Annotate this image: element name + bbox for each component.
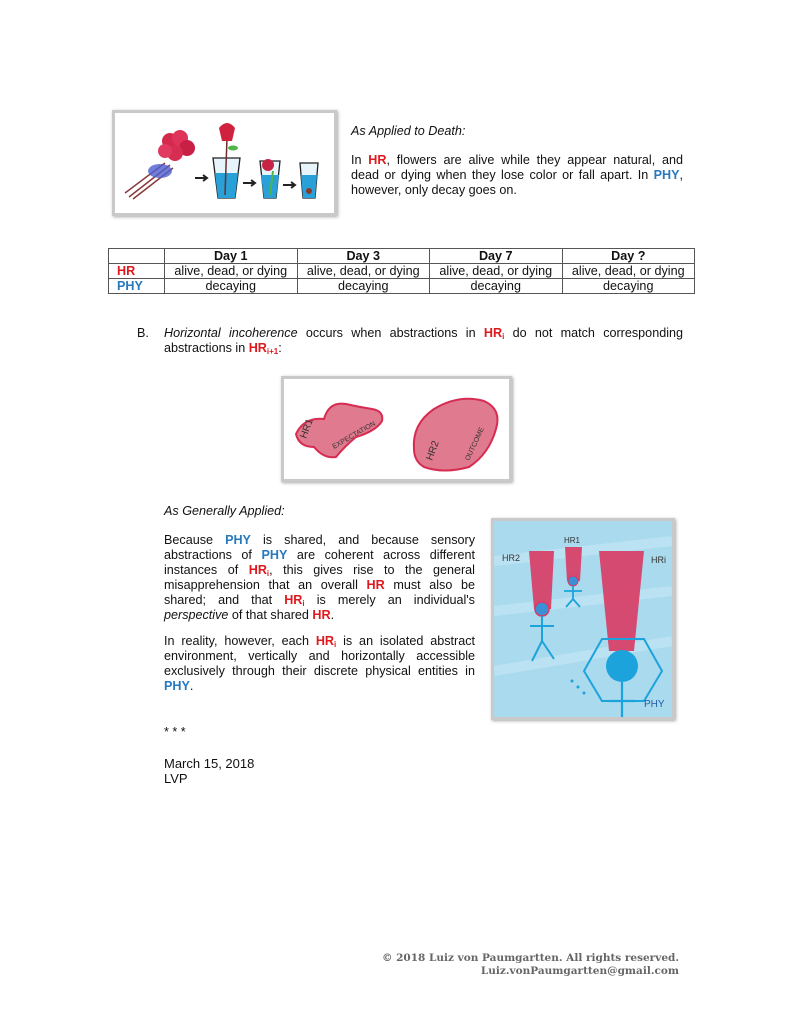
table-cell: decaying bbox=[430, 279, 563, 294]
table-cell: alive, dead, or dying bbox=[297, 264, 430, 279]
vase-decayed-icon bbox=[300, 163, 318, 198]
table-cell: alive, dead, or dying bbox=[562, 264, 695, 279]
author-initials: LVP bbox=[164, 771, 188, 786]
text: of that shared bbox=[228, 608, 313, 622]
text: . bbox=[330, 608, 335, 622]
text: : bbox=[278, 341, 282, 355]
word-expectation: EXPECTATION bbox=[331, 420, 377, 451]
arrow-icon bbox=[243, 180, 255, 186]
section-divider-stars: * * * bbox=[164, 725, 186, 739]
hr-text: HR bbox=[315, 634, 335, 648]
row-label-phy: PHY bbox=[109, 279, 165, 294]
flowers-decay-illustration bbox=[112, 110, 337, 216]
table-header-cell: Day 1 bbox=[165, 249, 298, 264]
label-hr2: HR2 bbox=[502, 553, 521, 563]
hr-figures-illustration bbox=[491, 518, 675, 720]
label-phy: PHY bbox=[644, 699, 665, 710]
row-label-hr: HR bbox=[109, 264, 165, 279]
table-cell: alive, dead, or dying bbox=[165, 264, 298, 279]
text: . bbox=[189, 679, 194, 693]
word-outcome: OUTCOME bbox=[464, 426, 486, 462]
vase-wilting-icon bbox=[260, 159, 280, 198]
subscript: i bbox=[334, 640, 337, 649]
heading-text: As Applied to Death bbox=[351, 124, 462, 138]
phy-term: PHY bbox=[225, 533, 251, 547]
term-italic: Horizontal incoherence bbox=[164, 326, 298, 340]
table-cell: decaying bbox=[165, 279, 298, 294]
days-table bbox=[108, 248, 695, 294]
hr-term bbox=[316, 634, 336, 648]
text: In reality, however, each bbox=[164, 634, 316, 648]
hr-text: HR bbox=[248, 341, 267, 355]
hr-term bbox=[484, 326, 504, 340]
table-header-cell bbox=[109, 249, 165, 264]
arrow-icon bbox=[195, 175, 207, 181]
phy-term: PHY bbox=[164, 679, 190, 693]
expectation-outcome-illustration bbox=[281, 376, 512, 482]
table-cell: decaying bbox=[297, 279, 430, 294]
hr-term bbox=[249, 563, 269, 577]
table-header-cell: Day 3 bbox=[297, 249, 430, 264]
hr-text: HR bbox=[248, 563, 267, 577]
table-header-cell: Day ? bbox=[562, 249, 695, 264]
text: , flowers are alive while they appear natural, and dead or dying when they lose color or fall apart. In bbox=[351, 153, 683, 182]
copyright-text: © 2018 Luiz von Paumgartten. All rights reserved. bbox=[381, 952, 679, 964]
text: , however, only decay goes on. bbox=[351, 168, 683, 197]
label-hri: HRi bbox=[651, 555, 666, 565]
vase-with-flower-icon bbox=[213, 123, 240, 198]
footer bbox=[382, 952, 679, 978]
hr-term: HR bbox=[312, 608, 331, 622]
text: Because bbox=[164, 533, 226, 547]
subscript: i bbox=[302, 599, 305, 608]
table-cell: decaying bbox=[562, 279, 695, 294]
text: , this gives rise to the general misapprehension that an overall bbox=[164, 563, 475, 592]
text: occurs when abstractions in bbox=[297, 326, 484, 340]
subscript: i bbox=[266, 569, 270, 578]
label-hr2: HR2 bbox=[424, 439, 442, 463]
general-paragraph-1 bbox=[164, 533, 475, 623]
death-section-heading bbox=[351, 124, 465, 138]
phy-term: PHY bbox=[653, 168, 680, 182]
text: In bbox=[351, 153, 369, 167]
italic-perspective: perspective bbox=[164, 608, 229, 622]
date: March 15, 2018 bbox=[164, 756, 255, 771]
table-header-cell: Day 7 bbox=[430, 249, 563, 264]
subscript: i bbox=[502, 332, 505, 341]
phy-term: PHY bbox=[261, 548, 288, 562]
hr-text: HR bbox=[483, 326, 503, 340]
general-paragraph-2 bbox=[164, 634, 475, 694]
text: do not match corresponding abstractions in bbox=[164, 326, 684, 355]
text: is shared, and because sensory abstractions of bbox=[164, 533, 475, 562]
text: is an isolated abstract environment, vertically and horizontally accessible exclusively through their discrete physical entities in bbox=[164, 634, 475, 678]
section-b-marker: B. bbox=[137, 326, 149, 340]
section-b-text bbox=[164, 326, 683, 356]
blobs-drawing bbox=[284, 379, 509, 479]
flowers-drawing bbox=[115, 113, 334, 213]
arrow-icon bbox=[283, 182, 295, 188]
general-section-heading: As Generally Applied: bbox=[164, 504, 285, 518]
subscript: i+1 bbox=[266, 347, 279, 356]
table-row-hr bbox=[109, 264, 695, 279]
text: must also be shared; and that bbox=[164, 578, 475, 607]
table-header-row bbox=[109, 249, 695, 264]
label-hr1: HR1 bbox=[564, 536, 581, 545]
hr-term: HR bbox=[366, 578, 385, 592]
hr-drawing bbox=[494, 521, 672, 717]
hr-term: HR bbox=[368, 153, 387, 167]
label-hr1: HR1 bbox=[298, 417, 316, 441]
email-text: Luiz.vonPaumgartten@gmail.com bbox=[480, 965, 679, 977]
table-cell: alive, dead, or dying bbox=[430, 264, 563, 279]
text: is merely an individual's bbox=[304, 593, 475, 607]
hr-term bbox=[249, 341, 279, 355]
hr-text: HR bbox=[284, 593, 303, 607]
table-row-phy bbox=[109, 279, 695, 294]
text: are coherent across different instances of bbox=[164, 548, 476, 577]
heading-colon: : bbox=[461, 124, 466, 138]
hr-term bbox=[284, 593, 304, 607]
bouquet-icon bbox=[125, 130, 195, 199]
death-section-text bbox=[351, 153, 683, 198]
